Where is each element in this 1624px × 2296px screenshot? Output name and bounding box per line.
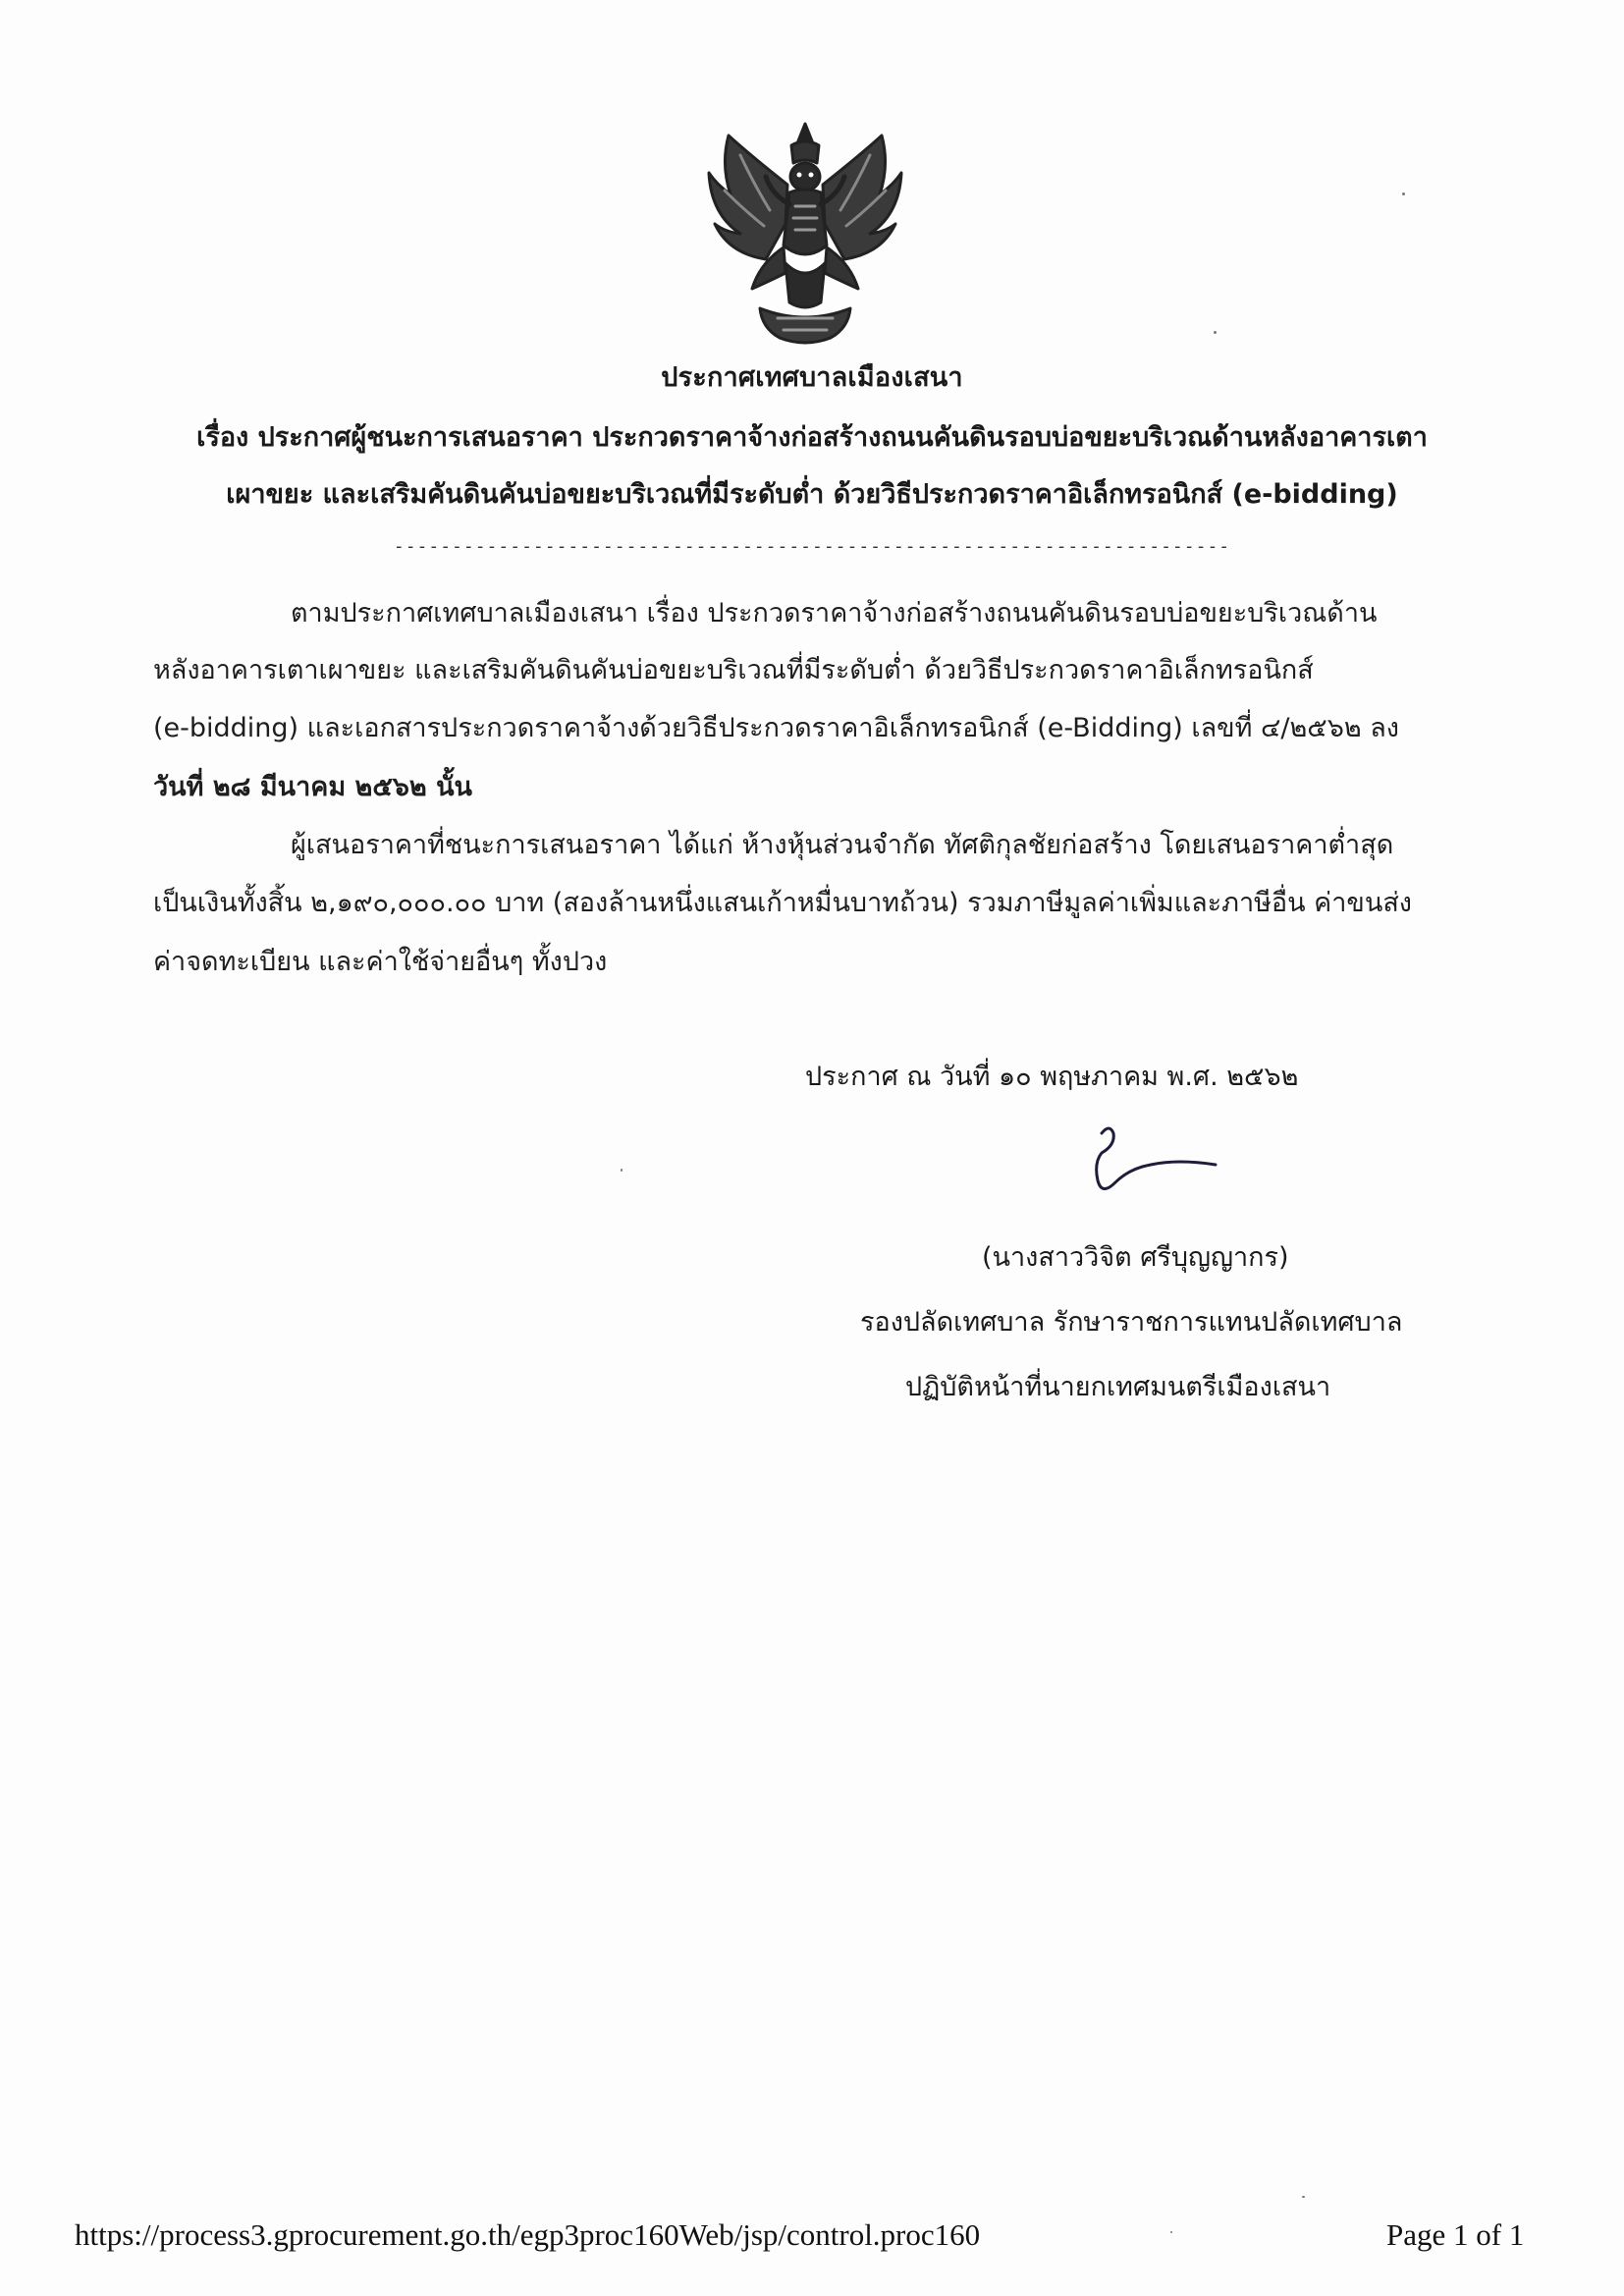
paragraph-1-line-3: (e-bidding) และเอกสารประกวดราคาจ้างด้วยวิธีประกวดราคาอิเล็กทรอนิกส์ (e-Bidding) เลขที่ ๔/๒๕๖๒ ลง	[153, 713, 1399, 743]
paragraph-2-line-1: ผู้เสนอราคาที่ชนะการเสนอราคา ได้แก่ ห้างหุ้นส่วนจำกัด ทัศติกุลชัยก่อสร้าง โดยเสนอราคาต่ำสุด	[291, 830, 1394, 860]
garuda-emblem-icon	[701, 116, 909, 352]
paragraph-1-line-2: หลังอาคารเตาเผาขยะ และเสริมคันดินคันบ่อขยะบริเวณที่มีระดับต่ำ ด้วยวิธีประกวดราคาอิเล็กทรอนิกส์	[153, 655, 1314, 685]
signer-position-1: รองปลัดเทศบาล รักษาราชการแทนปลัดเทศบาล	[860, 1307, 1403, 1338]
handwritten-signature	[1080, 1120, 1227, 1203]
announcement-date: ประกาศ ณ วันที่ ๑๐ พฤษภาคม พ.ศ. ๒๕๖๒	[805, 1062, 1299, 1092]
signer-name: (นางสาววิจิต ศรีบุญญากร)	[982, 1242, 1289, 1273]
divider-line: ------------------------------------------------------------------------	[393, 536, 1231, 557]
document-title: ประกาศเทศบาลเมืองเสนา	[661, 362, 963, 393]
scan-speck	[621, 1169, 623, 1172]
footer-url[interactable]: https://process3.gprocurement.go.th/egp3proc160Web/jsp/control.proc160	[75, 2217, 981, 2252]
footer-page-number: Page 1 of 1	[1386, 2217, 1525, 2252]
signer-position-2: ปฏิบัติหน้าที่นายกเทศมนตรีเมืองเสนา	[905, 1372, 1331, 1402]
paragraph-1-line-1: ตามประกาศเทศบาลเมืองเสนา เรื่อง ประกวดราคาจ้างก่อสร้างถนนคันดินรอบบ่อขยะบริเวณด้าน	[291, 598, 1378, 629]
paragraph-2-line-3: ค่าจดทะเบียน และค่าใช้จ่ายอื่นๆ ทั้งปวง	[153, 947, 608, 977]
paragraph-1-line-4: วันที่ ๒๘ มีนาคม ๒๕๖๒ นั้น	[153, 772, 473, 802]
scan-speck	[1214, 331, 1217, 334]
paragraph-2-line-2: เป็นเงินทั้งสิ้น ๒,๑๙๐,๐๐๐.๐๐ บาท (สองล้านหนึ่งแสนเก้าหมื่นบาทถ้วน) รวมภาษีมูลค่าเพิ่มและภาษีอื่น ค่าขนส่ง	[153, 888, 1412, 918]
scan-speck	[1402, 192, 1405, 195]
scan-speck	[1170, 2231, 1172, 2233]
subject-line-2: เผาขยะ และเสริมคันดินคันบ่อขยะบริเวณที่มีระดับต่ำ ด้วยวิธีประกวดราคาอิเล็กทรอนิกส์ (e-bidding)	[226, 479, 1398, 510]
scan-speck	[1302, 2196, 1305, 2198]
subject-line-1: เรื่อง ประกาศผู้ชนะการเสนอราคา ประกวดราคาจ้างก่อสร้างถนนคันดินรอบบ่อขยะบริเวณด้านหลังอาคารเตา	[196, 422, 1428, 453]
